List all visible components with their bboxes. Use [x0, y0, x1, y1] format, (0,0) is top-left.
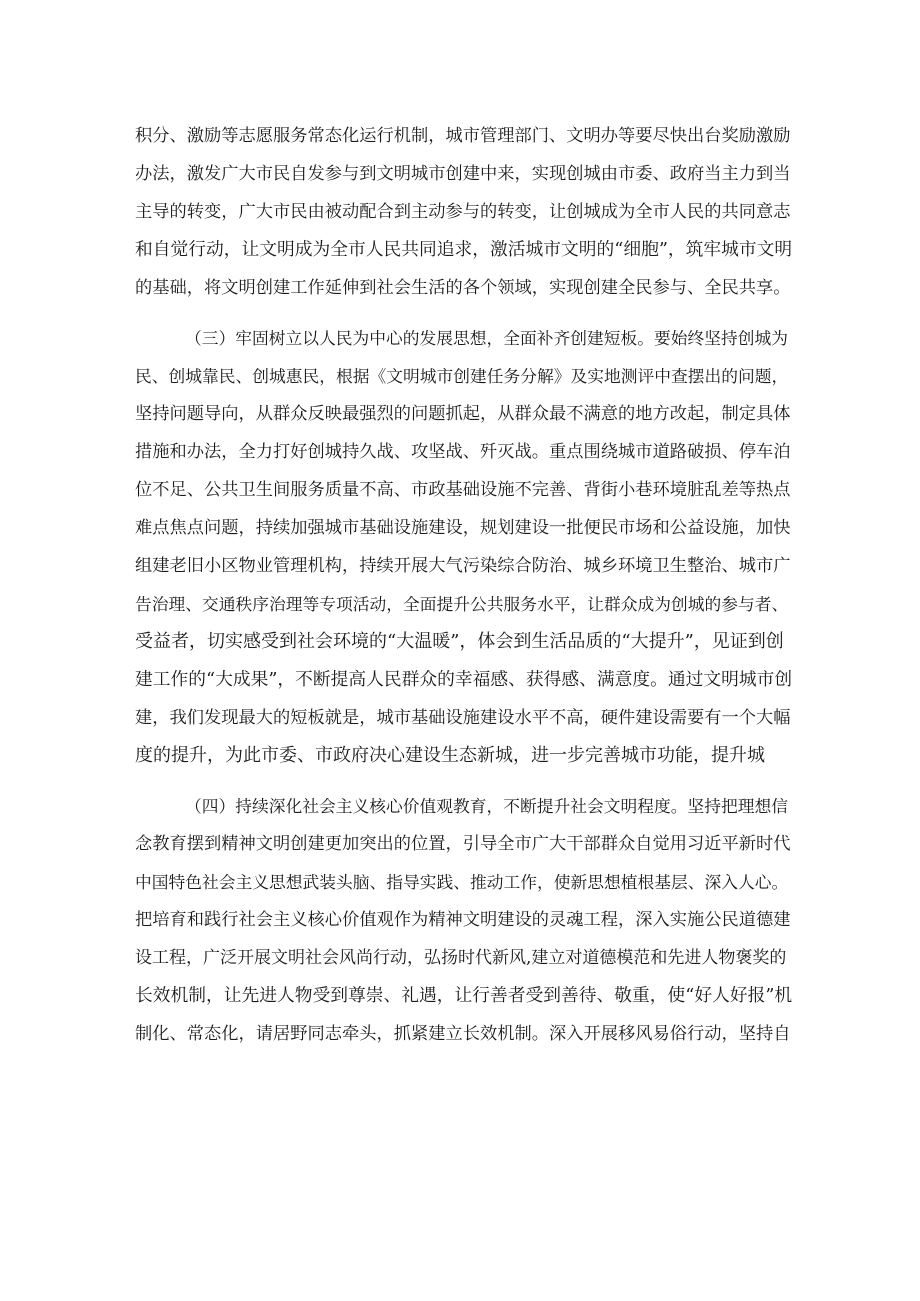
paragraph-3 [135, 787, 795, 1053]
paragraph-line: 建工作的“大成果”，不断提高人民群众的幸福感、获得感、满意度。通过文明城市创 [135, 670, 793, 690]
paragraph-line: （四）持续深化社会主义核心价值观教育，不断提升社会文明程度。坚持把理想信 [185, 796, 789, 816]
paragraph-line: 中国特色社会主义思想武装头脑、指导实践、推动工作，使新思想植根基层、深入人心。 [135, 872, 789, 892]
paragraph-line: 制化、常态化，请居野同志牵头，抓紧建立长效机制。深入开展移风易俗行动，坚持自 [135, 1024, 791, 1044]
paragraph-line: 的基础，将文明创建工作延伸到社会生活的各个领域，实现创建全民参与、全民共享。 [135, 278, 791, 298]
paragraph-line: 办法，激发广大市民自发参与到文明城市创建中来，实现创城由市委、政府当主力到当 [135, 164, 791, 184]
paragraph-line: 建，我们发现最大的短板就是，城市基础设施建设水平不高，硬件建设需要有一个大幅 [135, 708, 791, 728]
paragraph-line: 受益者，切实感受到社会环境的“大温暖”，体会到生活品质的“大提升”，见证到创 [135, 631, 784, 652]
paragraph-line: 位不足、公共卫生间服务质量不高、市政基础设施不完善、背街小巷环境脏乱差等热点 [135, 480, 791, 500]
paragraph-line: 告治理、交通秩序治理等专项活动，全面提升公共服务水平，让群众成为创城的参与者、 [135, 594, 789, 614]
paragraph-line: 组建老旧小区物业管理机构，持续开展大气污染综合防治、城乡环境卫生整治、城市广 [135, 556, 791, 576]
paragraph-line: 难点焦点问题，持续加强城市基础设施建设，规划建设一批便民市场和公益设施，加快 [135, 518, 791, 538]
paragraph-line: （三）牢固树立以人民为中心的发展思想，全面补齐创建短板。要始终坚持创城为 [185, 328, 789, 348]
paragraph-line: 长效机制，让先进人物受到尊崇、礼遇，让行善者受到善待、敬重，使“好人好报”机 [135, 986, 793, 1006]
paragraph-line: 积分、激励等志愿服务常态化运行机制，城市管理部门、文明办等要尽快出台奖励激励 [135, 126, 791, 146]
paragraph-line: 措施和办法，全力打好创城持久战、攻坚战、歼灭战。重点围绕城市道路破损、停车泊 [135, 442, 791, 462]
paragraph-1 [135, 117, 795, 309]
paragraph-line: 主导的转变，广大市民由被动配合到主动参与的转变，让创城成为全市人民的共同意志 [135, 202, 791, 222]
paragraph-line: 设工程，广泛开展文明社会风尚行动，弘扬时代新风,建立对道德模范和先进人物褒奖的 [135, 948, 787, 968]
paragraph-line: 度的提升，为此市委、市政府决心建设生态新城，进一步完善城市功能，提升城 [135, 745, 765, 766]
paragraph-line: 民、创城靠民、创城惠民，根据《文明城市创建任务分解》及实地测评中查摆出的问题， [135, 366, 789, 386]
paragraph-line: 坚持问题导向，从群众反映最强烈的问题抓起，从群众最不满意的地方改起，制定具体 [135, 404, 791, 424]
document-body [135, 117, 795, 1044]
paragraph-line: 把培育和践行社会主义核心价值观作为精神文明建设的灵魂工程，深入实施公民道德建 [135, 910, 791, 930]
paragraph-2 [135, 319, 795, 775]
paragraph-line: 和自觉行动，让文明成为全市人民共同追求，激活城市文明的“细胞”，筑牢城市文明 [135, 240, 793, 260]
paragraph-line: 念教育摆到精神文明创建更加突出的位置，引导全市广大干部群众自觉用习近平新时代 [135, 834, 791, 854]
